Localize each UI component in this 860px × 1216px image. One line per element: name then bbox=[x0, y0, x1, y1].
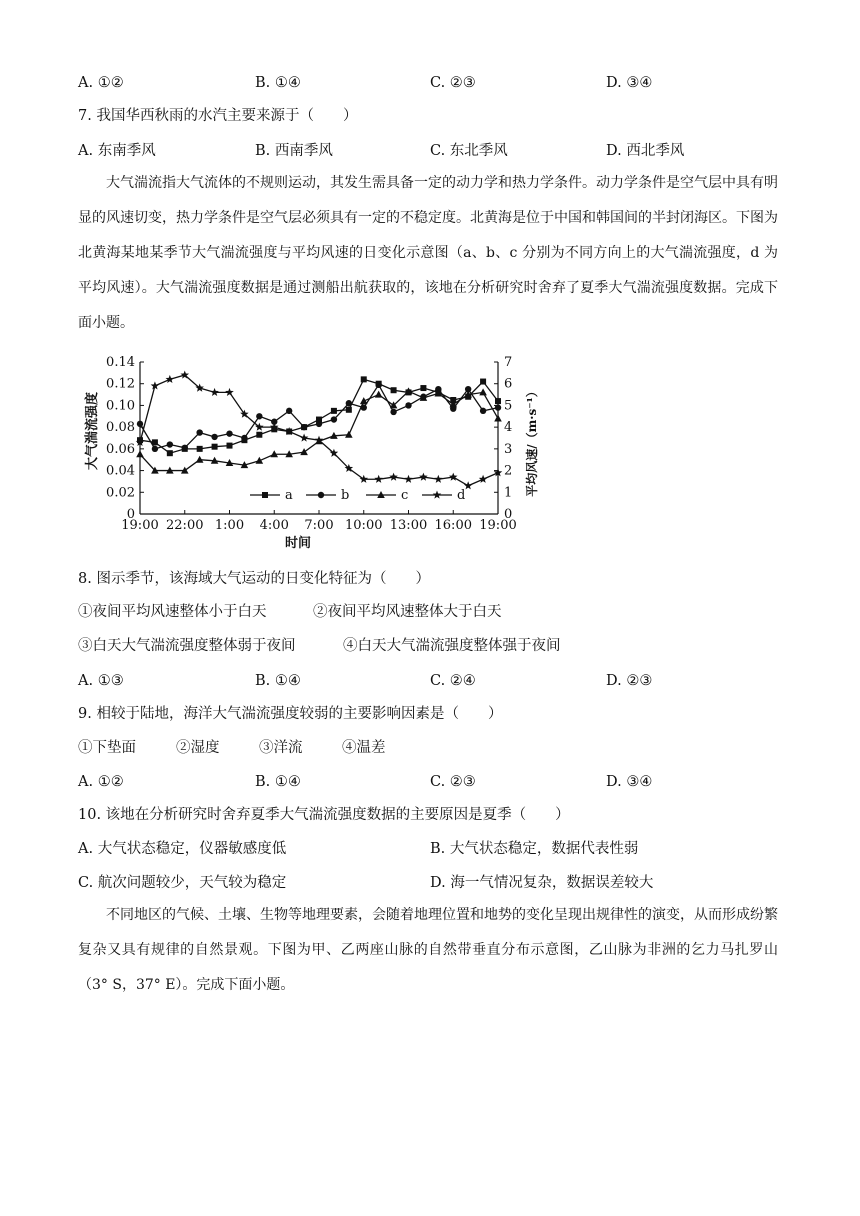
series-point-b bbox=[211, 434, 217, 440]
x-tick-label: 13:00 bbox=[389, 518, 428, 533]
q8-option-a[interactable]: A. ①③ bbox=[78, 673, 124, 689]
q9-item-1: ①下垫面 bbox=[78, 740, 136, 756]
x-tick-label: 7:00 bbox=[304, 518, 334, 533]
series-point-b bbox=[196, 429, 202, 435]
q7-option-b[interactable]: B. 西南季风 bbox=[255, 143, 333, 159]
series-point-c bbox=[345, 431, 353, 438]
series-point-d bbox=[419, 473, 428, 481]
x-tick-label: 16:00 bbox=[434, 518, 472, 533]
series-point-b bbox=[226, 430, 232, 436]
q9-item-3: ③洋流 bbox=[259, 740, 303, 756]
q6-option-b[interactable]: B. ①④ bbox=[255, 75, 301, 91]
q7-option-a[interactable]: A. 东南季风 bbox=[78, 143, 156, 159]
y-tick-label-left: 0.06 bbox=[106, 441, 135, 457]
series-point-b bbox=[331, 416, 337, 422]
x-tick-label: 1:00 bbox=[214, 518, 245, 533]
series-point-d bbox=[434, 475, 443, 483]
series-point-b bbox=[405, 402, 411, 408]
q8-item-4: ④白天大气湍流强度整体强于夜间 bbox=[343, 638, 561, 654]
chart-series bbox=[136, 371, 503, 490]
x-tick-label: 19:00 bbox=[121, 518, 159, 533]
y-tick-label-left: 0 bbox=[126, 507, 135, 522]
q9-item-4: ④温差 bbox=[342, 740, 386, 756]
series-line-d bbox=[140, 375, 498, 486]
series-point-a bbox=[346, 407, 352, 413]
y-tick-label-right: 0 bbox=[504, 507, 513, 522]
x-tick-label: 4:00 bbox=[259, 518, 289, 533]
series-point-c bbox=[136, 450, 144, 457]
q10-option-b[interactable]: B. 大气状态稳定，数据代表性弱 bbox=[430, 841, 639, 857]
y-tick-label-right: 2 bbox=[504, 463, 513, 479]
q9-option-c[interactable]: C. ②③ bbox=[430, 774, 476, 790]
series-point-c bbox=[196, 456, 204, 463]
series-point-d bbox=[404, 475, 413, 483]
series-point-a bbox=[361, 376, 367, 382]
series-point-d bbox=[166, 375, 175, 383]
passage-turbulence bbox=[78, 166, 778, 341]
legend-marker-b bbox=[318, 492, 324, 498]
q6-option-d[interactable]: D. ③④ bbox=[606, 75, 653, 91]
series-point-a bbox=[197, 446, 203, 452]
x-axis-label: 时间 bbox=[284, 536, 312, 551]
series-point-c bbox=[494, 414, 502, 421]
series-point-b bbox=[241, 435, 247, 441]
q8-option-d[interactable]: D. ②③ bbox=[606, 673, 653, 689]
y-tick-label-left: 0.12 bbox=[106, 376, 135, 392]
series-point-a bbox=[212, 444, 218, 450]
y-tick-label-left: 0.08 bbox=[106, 420, 135, 436]
y-axis-label-right: 平均风速/（m·s⁻¹） bbox=[525, 385, 539, 497]
q10-option-c[interactable]: C. 航次问题较少，天气较为稳定 bbox=[78, 875, 287, 891]
series-point-a bbox=[480, 379, 486, 385]
q7-stem: 7. 我国华西秋雨的水汽主要来源于（ ） bbox=[78, 108, 358, 124]
q8-stem: 8. 图示季节，该海域大气运动的日变化特征为（ ） bbox=[78, 571, 430, 587]
q8-item-3: ③白天大气湍流强度整体弱于夜间 bbox=[78, 638, 296, 654]
series-point-b bbox=[286, 408, 292, 414]
y-tick-label-right: 1 bbox=[504, 485, 513, 501]
q10-stem: 10. 该地在分析研究时舍弃夏季大气湍流强度数据的主要原因是夏季（ ） bbox=[78, 807, 570, 823]
q7-option-c[interactable]: C. 东北季风 bbox=[430, 143, 508, 159]
series-point-a bbox=[420, 385, 426, 391]
series-point-a bbox=[227, 443, 233, 449]
q9-option-b[interactable]: B. ①④ bbox=[255, 774, 301, 790]
series-point-b bbox=[375, 382, 381, 388]
series-point-a bbox=[167, 450, 173, 456]
q8-option-c[interactable]: C. ②④ bbox=[430, 673, 476, 689]
series-point-b bbox=[301, 424, 307, 430]
series-point-d bbox=[225, 388, 234, 396]
y-tick-label-left: 0.02 bbox=[106, 485, 135, 501]
q8-item-2: ②夜间平均风速整体大于白天 bbox=[313, 604, 502, 620]
q10-option-a[interactable]: A. 大气状态稳定，仪器敏感度低 bbox=[78, 841, 287, 857]
q6-option-c[interactable]: C. ②③ bbox=[430, 75, 476, 91]
legend-marker-d bbox=[433, 491, 442, 499]
q8-option-b[interactable]: B. ①④ bbox=[255, 673, 301, 689]
series-point-b bbox=[256, 413, 262, 419]
series-point-d bbox=[359, 475, 368, 483]
legend-label-c: c bbox=[401, 488, 409, 503]
series-point-d bbox=[479, 475, 488, 483]
series-point-b bbox=[316, 421, 322, 427]
y-tick-label-right: 7 bbox=[504, 355, 513, 370]
legend-marker-a bbox=[262, 492, 268, 498]
series-point-c bbox=[300, 448, 308, 455]
series-point-a bbox=[256, 432, 262, 438]
q9-option-a[interactable]: A. ①② bbox=[78, 774, 124, 790]
series-point-b bbox=[137, 421, 143, 427]
chart-legend bbox=[250, 488, 465, 503]
q9-item-2: ②湿度 bbox=[176, 740, 220, 756]
q10-option-d[interactable]: D. 海一气情况复杂，数据误差较大 bbox=[430, 875, 654, 891]
q8-item-1: ①夜间平均风速整体小于白天 bbox=[78, 604, 267, 620]
y-tick-label-right: 5 bbox=[504, 398, 513, 414]
series-point-d bbox=[389, 473, 398, 481]
x-tick-label: 10:00 bbox=[345, 518, 383, 533]
series-point-c bbox=[375, 391, 383, 398]
y-tick-label-right: 6 bbox=[504, 376, 513, 392]
q6-option-a[interactable]: A. ①② bbox=[78, 75, 124, 91]
series-point-c bbox=[479, 388, 487, 395]
legend-label-d: d bbox=[457, 488, 466, 503]
series-line-c bbox=[140, 391, 498, 470]
series-point-d bbox=[300, 434, 309, 442]
series-point-b bbox=[152, 446, 158, 452]
series-point-b bbox=[346, 400, 352, 406]
y-tick-label-right: 4 bbox=[504, 420, 513, 436]
passage-natural-zones-text: 不同地区的气候、土壤、生物等地理要素，会随着地理位置和地势的变化呈现出规律性的演变，从而形成纷繁复杂又具有规律的自然景观。下图为甲、乙两座山脉的自然带垂直分布示意图，乙山脉为非洲的乞力马扎罗山（3° S，37° E）。完成下面小题。 bbox=[78, 907, 778, 993]
legend-label-b: b bbox=[341, 488, 350, 503]
q9-stem: 9. 相较于陆地，海洋大气湍流强度较弱的主要影响因素是（ ） bbox=[78, 706, 503, 722]
q7-option-d[interactable]: D. 西北季风 bbox=[606, 143, 685, 159]
series-point-a bbox=[331, 408, 337, 414]
passage-natural-zones bbox=[78, 898, 778, 1003]
passage-turbulence-text: 大气湍流指大气流体的不规则运动，其发生需具备一定的动力学和热力学条件。动力学条件是空气层中具有明显的风速切变，热力学条件是空气层必须具有一定的不稳定度。北黄海是位于中国和韩国间的半封闭海区。下图为北黄海某地某季节大气湍流强度与平均风速的日变化示意图（a、b、c 分别为不同方向上的大气湍流强度，d 为平均风速）。大气湍流强度数据是通过测船出航获取的，该地在分析研究时舍弃了夏季大气湍流强度数据。完成下面小题。 bbox=[78, 175, 778, 331]
series-point-b bbox=[480, 408, 486, 414]
series-point-d bbox=[374, 475, 383, 483]
x-tick-label: 22:00 bbox=[166, 518, 204, 533]
series-point-b bbox=[182, 445, 188, 451]
legend-label-a: a bbox=[285, 488, 293, 503]
x-tick-label: 19:00 bbox=[479, 518, 517, 533]
q9-option-d[interactable]: D. ③④ bbox=[606, 774, 653, 790]
series-point-a bbox=[495, 398, 501, 404]
y-axis-label-left: 大气湍流强度 bbox=[85, 391, 100, 471]
turbulence-wind-chart bbox=[78, 346, 558, 556]
series-point-b bbox=[495, 404, 501, 410]
y-tick-label-left: 0.14 bbox=[106, 355, 135, 370]
y-tick-label-right: 3 bbox=[504, 441, 513, 457]
series-point-d bbox=[210, 388, 219, 396]
y-tick-label-left: 0.04 bbox=[106, 463, 135, 479]
series-point-a bbox=[391, 387, 397, 393]
series-point-b bbox=[167, 441, 173, 447]
series-point-b bbox=[390, 409, 396, 415]
y-tick-label-left: 0.10 bbox=[106, 398, 135, 414]
